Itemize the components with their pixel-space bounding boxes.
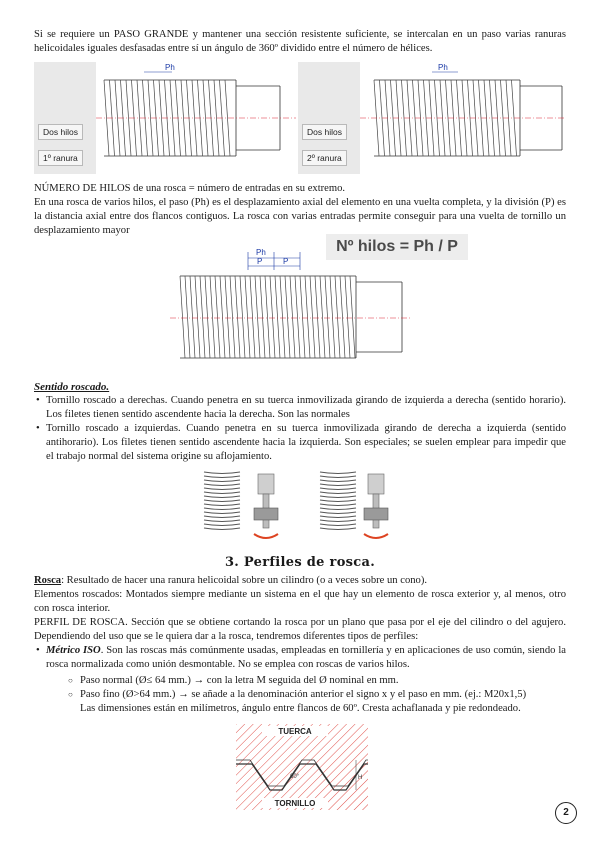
dimensiones-paragraph: Las dimensiones están en milímetros, ángulo entre flancos de 60º. Cresta achaflanada y pie redondeado. <box>80 703 521 714</box>
coil-line <box>204 520 240 522</box>
tag-dos-hilos-left: Dos hilos <box>38 124 83 140</box>
coil-line <box>204 472 240 474</box>
list-item: • Tornillo roscado a izquierdas. Cuando penetra en su tuerca inmovilizada girando de derecha a izquierda (sentido antihorario). Los filetes tienen sentido ascendente hacia la izquierda. Son especiales; se suelen emplear para impedir que el trabajo normal del sistema origine su aflojamiento. <box>34 422 566 464</box>
coil-line <box>320 472 356 474</box>
coil-line <box>320 520 356 522</box>
thread-line <box>320 276 325 358</box>
coil-line <box>204 528 240 530</box>
thread-line <box>310 276 315 358</box>
thread-line <box>220 276 225 358</box>
iso-thread-profile-figure <box>236 724 368 810</box>
fig2-p-label-1: P <box>257 257 263 266</box>
coil-line <box>204 480 240 482</box>
bolt-left-hand-icon <box>364 474 388 538</box>
thread-line <box>185 276 190 358</box>
metrico-term: Métrico ISO <box>46 645 101 656</box>
rosca-def-text: : Resultado de hacer una ranura helicoidal sobre un cilindro (o a veces sobre un cono). <box>61 575 428 586</box>
tag-segunda-ranura: 2º ranura <box>302 150 347 166</box>
coil-line <box>204 492 240 494</box>
coil-line <box>320 504 356 506</box>
thread-line <box>330 276 335 358</box>
list-item <box>34 644 566 672</box>
multi-start-thread-figure <box>170 246 410 368</box>
coil-line <box>320 484 356 486</box>
thread-direction-figure <box>200 466 400 552</box>
list-item: ○ Paso fino (Ø>64 mm.) → se añade a la denominación anterior el signo x y el paso en mm. (ej.: M20x1,5) <box>68 688 568 702</box>
thread-line <box>245 276 250 358</box>
thread-line <box>300 276 305 358</box>
coil-line <box>320 500 356 502</box>
thread-line <box>345 276 350 358</box>
coil-line <box>204 476 240 478</box>
tag-dos-hilos-right: Dos hilos <box>302 124 347 140</box>
thread-line <box>255 276 260 358</box>
hilos-formula: Nº hilos = Ph / P <box>326 234 468 260</box>
thread-line <box>235 276 240 358</box>
thread-line <box>205 276 210 358</box>
thread-line <box>340 276 345 358</box>
list-item: ○ Paso normal (Ø≤ 64 mm.) → con la letra M seguida del Ø nominal en mm. <box>68 674 568 688</box>
coil-line <box>320 516 356 518</box>
thread-line <box>295 276 300 358</box>
bolt-right-hand-icon <box>254 474 278 538</box>
tornillo-label: TORNILLO <box>274 799 316 808</box>
thread-line <box>335 276 340 358</box>
thread-line <box>190 276 195 358</box>
thread-line <box>215 276 220 358</box>
hilos-body: En una rosca de varios hilos, el paso (Ph) es el desplazamiento axial del elemento en una vuelta completa, y la división (P) es la distancia axial entre dos flancos contiguos. La rosca con varias entradas permite conseguir para una vuelta de tornillo un desplazamiento mayor <box>34 197 566 236</box>
thread-line <box>200 276 205 358</box>
tag-primera-ranura: 1º ranura <box>38 150 83 166</box>
sentido-list <box>34 394 566 464</box>
intro-paragraph: Si se requiere un PASO GRANDE y mantener una sección resistente suficiente, se intercalan en un paso varias ranuras helicoidales iguales desfasadas entre sí un ángulo de 360º dividido entre el número de hélices. <box>34 29 566 54</box>
list-item: • Tornillo roscado a derechas. Cuando penetra en su tuerca inmovilizada girando de izquierda a derecha (sentido horario). Los filetes tienen sentido ascendente hacia la derecha. Son las normales <box>34 394 566 422</box>
coil-line <box>320 488 356 490</box>
thread-line <box>285 276 290 358</box>
coil-line <box>204 512 240 514</box>
height-label: H <box>358 775 363 781</box>
section-title: 3. Perfiles de rosca. <box>224 555 376 570</box>
thread-line <box>260 276 265 358</box>
coil-line <box>204 488 240 490</box>
tuerca-label: TUERCA <box>278 727 312 736</box>
thread-line <box>225 276 230 358</box>
thread-line <box>280 276 285 358</box>
elementos-paragraph: Elementos roscados: Montados siempre mediante un sistema en el que hay un elemento de rosca exterior y, al menos, otro con rosca interior. <box>34 589 566 614</box>
thread-line <box>180 276 185 358</box>
coil-line <box>204 516 240 518</box>
thread-line <box>350 276 355 358</box>
page-number: 2 <box>555 802 577 824</box>
rosca-definition <box>34 574 566 588</box>
coil-line <box>320 480 356 482</box>
coil-line <box>320 492 356 494</box>
thread-line <box>210 276 215 358</box>
coil-line <box>320 508 356 510</box>
thread-line <box>325 276 330 358</box>
thread-line <box>305 276 310 358</box>
ph-label-right: Ph <box>438 63 448 72</box>
perfiles-list <box>34 644 566 672</box>
thread-line <box>265 276 270 358</box>
coil-line <box>204 496 240 498</box>
coil-line <box>320 496 356 498</box>
thread-line <box>240 276 245 358</box>
coil-line <box>204 484 240 486</box>
coil-line <box>320 524 356 526</box>
coil-line <box>204 500 240 502</box>
thread-line <box>250 276 255 358</box>
sentido-heading: Sentido roscado. <box>34 381 110 393</box>
angle-label: 60° <box>290 774 300 780</box>
coil-line <box>320 476 356 478</box>
rosca-term: Rosca <box>34 575 62 586</box>
coil-line <box>204 504 240 506</box>
hilos-title: NÚMERO DE HILOS de una rosca = número de entradas en su extremo. <box>34 183 346 194</box>
thread-line <box>270 276 275 358</box>
perfil-paragraph: PERFIL DE ROSCA. Sección que se obtiene cortando la rosca por un plano que pasa por el eje del cilindro o del agujero. Dependiendo del uso que se le quiera dar a la rosca, tendremos diferentes tipos de perfiles: <box>34 617 566 642</box>
coil-line <box>320 512 356 514</box>
coil-line <box>320 528 356 530</box>
paso-list <box>68 674 568 702</box>
thread-line <box>315 276 320 358</box>
coil-line <box>204 508 240 510</box>
coil-line <box>204 524 240 526</box>
ph-label: Ph <box>165 63 175 72</box>
fig2-p-label-2: P <box>283 257 289 266</box>
thread-line <box>230 276 235 358</box>
metrico-text: . Son las roscas más comúnmente usadas, empleadas en tornillería y en aplicaciones de uso común, siendo la rosca normalizada como unión desmontable. No se emplea con roscas de varios hilos. <box>46 645 566 670</box>
thread-line <box>275 276 280 358</box>
fig2-ph-label: Ph <box>256 248 266 257</box>
thread-line <box>195 276 200 358</box>
thread-line <box>290 276 295 358</box>
